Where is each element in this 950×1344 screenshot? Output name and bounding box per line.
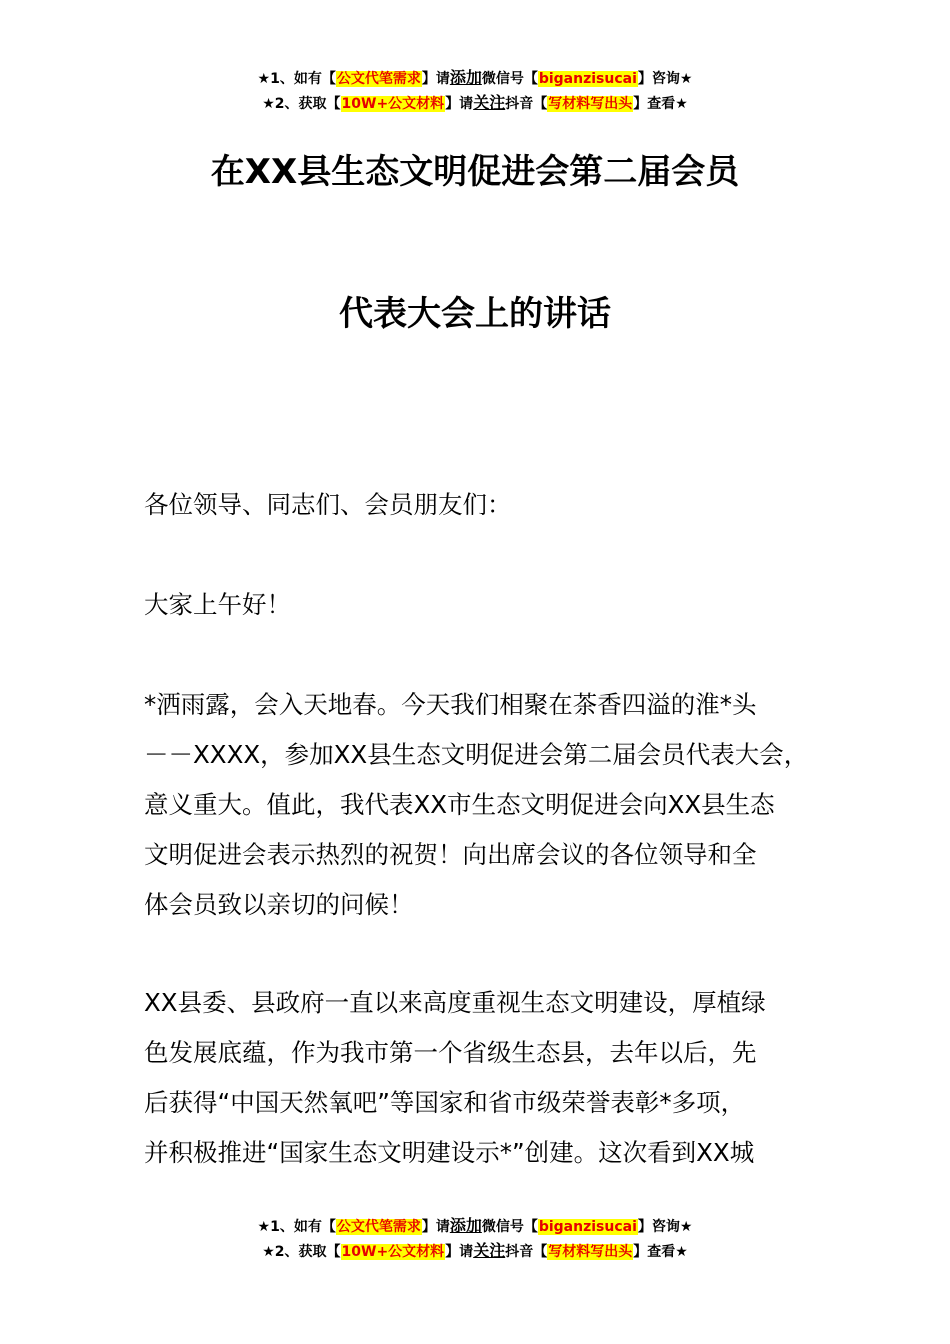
paragraph-line: －－XXXX，参加XX县生态文明促进会第二届会员代表大会，	[144, 740, 809, 769]
promo-underline: 关注	[473, 1241, 506, 1260]
promo-highlight: 10W+公文材料	[341, 1244, 445, 1260]
promo-highlight: biganzisucai	[538, 1219, 637, 1235]
paragraph-line: 体会员致以亲切的问候！	[144, 890, 414, 919]
paragraph-line: 意义重大。值此，我代表XX市生态文明促进会向XX县生态	[144, 790, 775, 819]
promo-highlight: 10W+公文材料	[341, 96, 445, 112]
promo-text: 】查看★	[633, 96, 688, 112]
promo-text: 】请	[445, 1244, 474, 1260]
header-promo	[0, 66, 950, 116]
promo-underline: 关注	[473, 93, 506, 112]
paragraph-line: 色发展底蕴，作为我市第一个省级生态县，去年以后，先	[144, 1038, 757, 1067]
paragraph-2	[144, 978, 834, 1178]
promo-text: ★2、获取【	[262, 1244, 341, 1260]
promo-highlight: 公文代笔需求	[336, 1219, 421, 1235]
promo-text: 抖音【	[505, 96, 548, 112]
paragraph-line: XX县委、县政府一直以来高度重视生态文明建设，厚植绿	[144, 988, 766, 1017]
document-title-line-2: 代表大会上的讲话	[339, 294, 611, 334]
promo-highlight: biganzisucai	[538, 71, 637, 87]
document-title-line-1: 在XX县生态文明促进会第二届会员	[210, 152, 740, 192]
promo-text: ★1、如有【	[257, 71, 336, 87]
promo-underline: 添加	[449, 1216, 482, 1235]
paragraph-1	[144, 680, 834, 930]
paragraph-line: 并积极推进“国家生态文明建设示*”创建。这次看到XX城	[144, 1138, 755, 1167]
salutation-text: 大家上午好！	[144, 590, 291, 619]
promo-text: 】请	[445, 96, 474, 112]
promo-underline: 添加	[449, 68, 482, 87]
greeting-text: 各位领导、同志们、会员朋友们：	[144, 490, 512, 519]
promo-line-1	[0, 1214, 950, 1239]
promo-text: 】咨询★	[637, 1219, 693, 1235]
promo-highlight: 写材料写出头	[548, 96, 633, 112]
promo-text: ★1、如有【	[257, 1219, 336, 1235]
promo-line-1	[0, 66, 950, 91]
greeting	[144, 480, 834, 530]
paragraph-line: 文明促进会表示热烈的祝贺！向出席会议的各位领导和全	[144, 840, 757, 869]
promo-line-2	[0, 1239, 950, 1264]
promo-text: 】请	[421, 71, 450, 87]
salutation	[144, 580, 834, 630]
promo-text: 微信号【	[481, 71, 538, 87]
promo-text: 】咨询★	[637, 71, 693, 87]
promo-text: 抖音【	[505, 1244, 548, 1260]
promo-text: 微信号【	[481, 1219, 538, 1235]
promo-text: ★2、获取【	[262, 96, 341, 112]
promo-highlight: 写材料写出头	[548, 1244, 633, 1260]
footer-promo	[0, 1214, 950, 1264]
promo-highlight: 公文代笔需求	[336, 71, 421, 87]
promo-line-2	[0, 91, 950, 116]
promo-text: 】查看★	[633, 1244, 688, 1260]
paragraph-line: *洒雨露，会入天地春。今天我们相聚在茶香四溢的淮*头	[144, 690, 757, 719]
paragraph-line: 后获得“中国天然氧吧”等国家和省市级荣誉表彰*多项，	[144, 1088, 746, 1117]
promo-text: 】请	[421, 1219, 450, 1235]
